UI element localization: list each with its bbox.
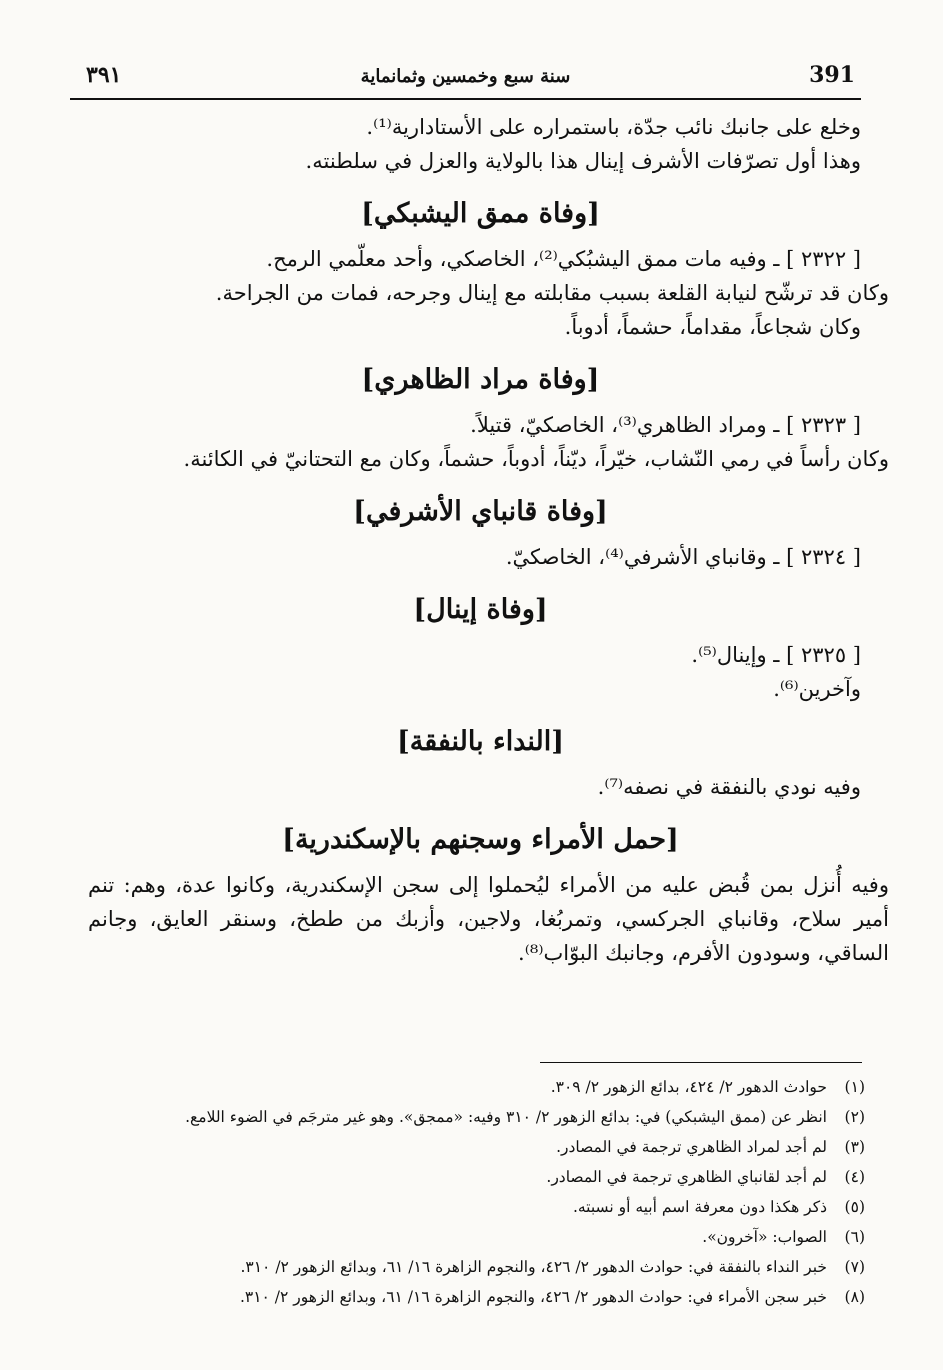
footnote-number: (٧) <box>844 1258 865 1276</box>
paragraph: وفيه أُنزل بمن قُبض عليه من الأمراء ليُحملوا إلى سجن الإسكندرية، وكانوا عدة، وهم: تنم أمير سلاح، وقانباي الجركسي، وتمربُغا، ولاجين، وأزبك من ططخ، وسنقر العايق، وجانم الساقي، وسودون الأفرم، وجانبك البوّاب⁽⁸⁾. <box>88 873 889 965</box>
section-heading: [النداء بالنفقة] <box>396 726 565 757</box>
footnote-number: (٤) <box>844 1168 865 1186</box>
footnote <box>95 1252 865 1282</box>
page-number-latin: 391 <box>809 62 855 88</box>
footnote <box>95 1192 865 1222</box>
paragraph: وكان رأساً في رمي النّشاب، خيّراً، ديّناً، أدوباً، حشماً، وكان مع التحتانيّ في الكائنة. <box>183 447 889 471</box>
footnote-text: ذكر هكذا دون معرفة اسم أبيه أو نسبته. <box>572 1198 827 1216</box>
footnote-number: (١) <box>844 1078 865 1096</box>
footnotes <box>95 1072 865 1312</box>
footnote-number: (٦) <box>844 1228 865 1246</box>
paragraph: وكان شجاعاً، مقداماً، حشماً، أدوباً. <box>564 315 861 339</box>
footnote-number: (٣) <box>844 1138 865 1156</box>
footnote-number: (٨) <box>844 1288 865 1306</box>
section-heading: [وفاة ممق اليشبكي] <box>361 198 600 229</box>
paragraph: وخلع على جانبك نائب جدّة، باستمراره على الأستادارية⁽¹⁾. <box>366 115 861 139</box>
page-number-arabic: ٣٩١ <box>86 62 122 88</box>
entry-2324: [ ٢٣٢٤ ] ـ وقانباي الأشرفي⁽⁴⁾، الخاصكيّ. <box>505 545 861 569</box>
footnote-text: لم أجد لقانباي الظاهري ترجمة في المصادر. <box>546 1168 827 1186</box>
paragraph: وكان قد ترشّح لنيابة القلعة بسبب مقابلته مع إينال وجرحه، فمات من الجراحة. <box>215 281 889 305</box>
paragraph: وفيه نودي بالنفقة في نصفه⁽⁷⁾. <box>597 775 861 799</box>
entry-2323: [ ٢٣٢٣ ] ـ ومراد الظاهري⁽³⁾، الخاصكيّ، قتيلاً. <box>470 413 861 437</box>
footnote <box>95 1132 865 1162</box>
paragraph: وآخرين⁽⁶⁾. <box>773 677 861 701</box>
footnote-text: الصواب: «آخرون». <box>702 1228 827 1246</box>
footnote-number: (٢) <box>844 1108 865 1126</box>
footnote <box>95 1282 865 1312</box>
footnote-separator <box>540 1062 862 1063</box>
section-heading: [وفاة مراد الظاهري] <box>361 364 600 395</box>
footnote <box>95 1162 865 1192</box>
paragraph: وهذا أول تصرّفات الأشرف إينال هذا بالولاية والعزل في سلطنته. <box>305 149 861 173</box>
section-heading: [وفاة إينال] <box>413 594 548 625</box>
footnote-text: خبر النداء بالنفقة في: حوادث الدهور ٢/ ٤٢٦، والنجوم الزاهرة ١٦/ ٦١، وبدائع الزهور ٢/ ٣١٠. <box>240 1258 827 1276</box>
page-header <box>70 58 861 100</box>
entry-2322: [ ٢٣٢٢ ] ـ وفيه مات ممق اليشبُكي⁽²⁾، الخاصكي، وأحد معلّمي الرمح. <box>266 247 861 271</box>
footnote <box>95 1072 865 1102</box>
footnote-text: حوادث الدهور ٢/ ٤٢٤، بدائع الزهور ٢/ ٣٠٩. <box>550 1078 827 1096</box>
footnote-text: انظر عن (ممق اليشبكي) في: بدائع الزهور ٢/ ٣١٠ وفيه: «ممجق». وهو غير مترجَم في الضوء اللامع. <box>185 1108 827 1126</box>
footnote-text: لم أجد لمراد الظاهري ترجمة في المصادر. <box>556 1138 827 1156</box>
footnote <box>95 1102 865 1132</box>
footnote-number: (٥) <box>844 1198 865 1216</box>
footnote <box>95 1222 865 1252</box>
running-title: سنة سبع وخمسين وثمانماية <box>360 66 571 87</box>
section-heading: [وفاة قانباي الأشرفي] <box>353 496 608 527</box>
section-heading: [حمل الأمراء وسجنهم بالإسكندرية] <box>282 824 679 855</box>
main-text <box>88 110 889 970</box>
entry-2325: [ ٢٣٢٥ ] ـ وإينال⁽⁵⁾. <box>691 643 861 667</box>
footnote-text: خبر سجن الأمراء في: حوادث الدهور ٢/ ٤٢٦، والنجوم الزاهرة ١٦/ ٦١، وبدائع الزهور ٢/ ٣١٠. <box>239 1288 827 1306</box>
